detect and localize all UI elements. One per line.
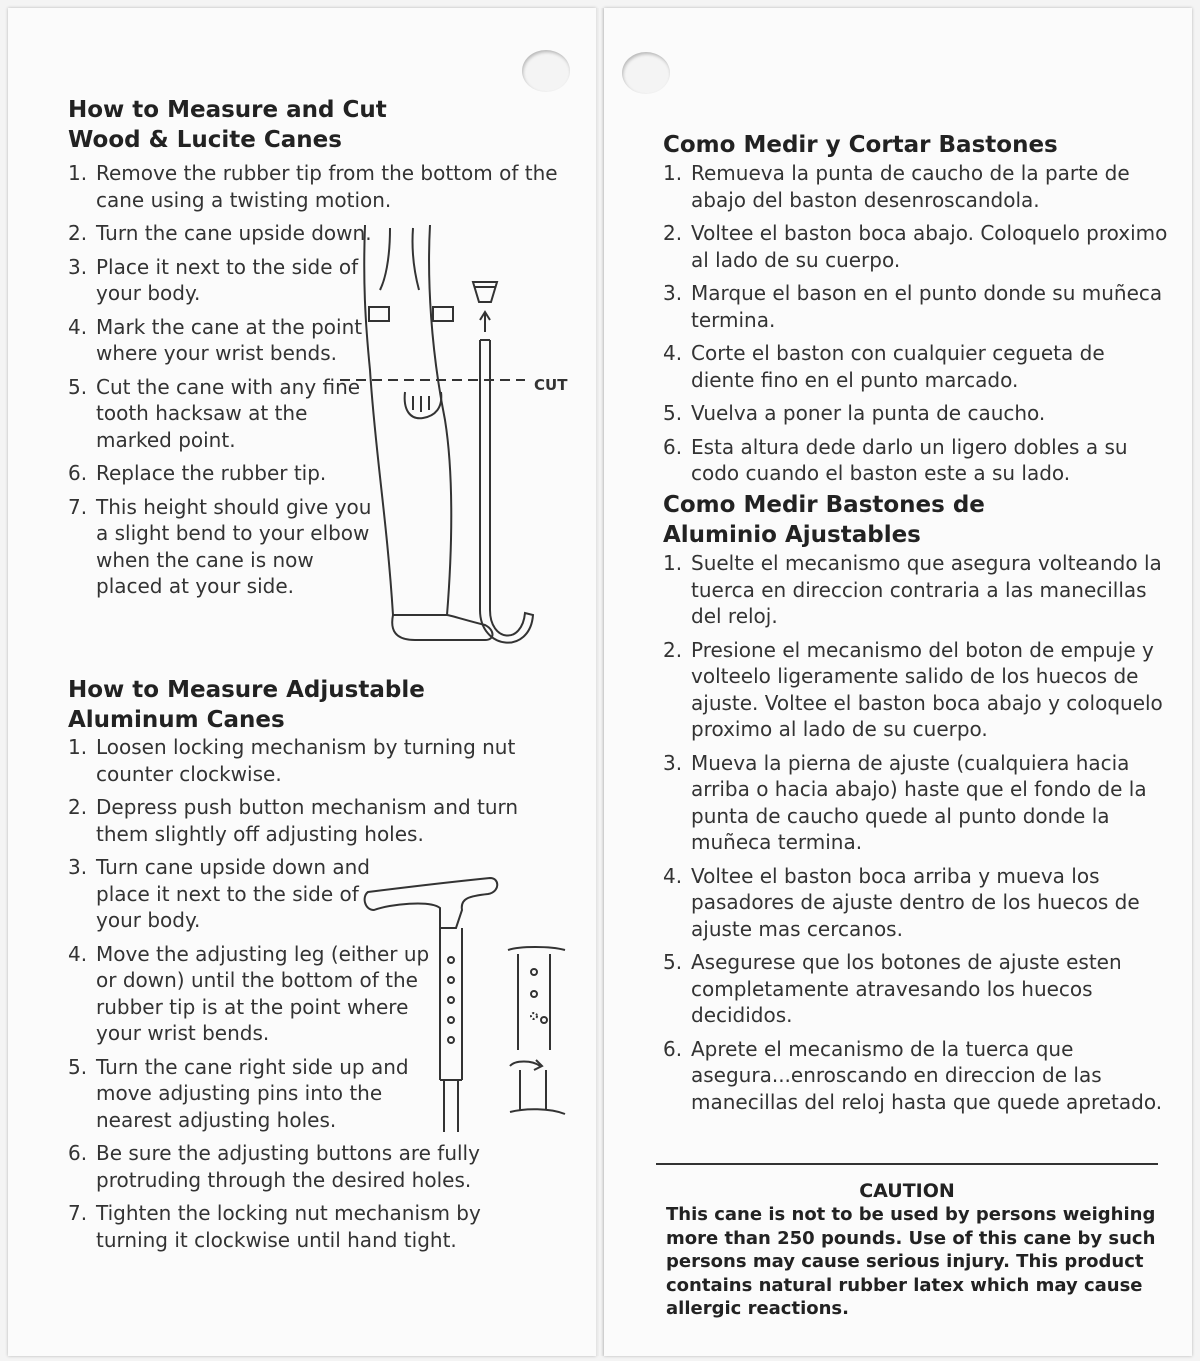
list-item: 7. This height should give you a slight bend to your elbow when the cane is now placed at your side. [68,494,372,598]
list-item: 4. Voltee el baston boca arriba y mueva los pasadores de ajuste dentro de los huecos de ajuste mas cercanos. [663,863,1140,941]
list-item: 2. Turn the cane upside down. [68,221,372,245]
list-item: 2. Presione el mecanismo del boton de empuje y volteelo ligeramente salido de los huecos de ajuste. Voltee el baston boca abajo y coloquelo proximo al lado de su cuerpo. [663,637,1163,741]
list-item: 1. Remove the rubber tip from the bottom of the cane using a twisting motion. [68,161,558,212]
list-item: 2. Voltee el baston boca abajo. Coloquelo proximo al lado de su cuerpo. [663,221,1168,272]
list-item: 5. Vuelva a poner la punta de caucho. [663,401,1046,425]
list-item: 1. Loosen locking mechanism by turning nut counter clockwise. [68,735,516,786]
list-item: 5. Asegurese que los botones de ajuste esten completamente atravesando los huecos decididos. [663,950,1122,1027]
list-item: 5. Cut the cane with any fine tooth hacksaw at the marked point. [68,374,361,452]
list-item: 1. Suelte el mecanismo que asegura volteando la tuerca en direccion contraria a las manecillas del reloj. [663,551,1162,628]
list-item: 5. Turn the cane right side up and move adjusting pins into the nearest adjusting holes. [68,1054,409,1132]
hang-hole-right [622,52,670,94]
list-item: 2. Depress push button mechanism and turn them slightly off adjusting holes. [68,795,519,846]
list-item: 1. Remueva la punta de caucho de la parte de abajo del baston desenroscandola. [663,161,1130,212]
list-item: 3. Place it next to the side of your body. [68,254,359,305]
spanish-aluminum-steps [663,550,1168,1122]
list-item: 7. Tighten the locking nut mechanism by turning it clockwise until hand tight. [68,1201,481,1252]
booklet-spine [596,8,604,1356]
list-item: 6. Aprete el mecanismo de la tuerca que asegura...enroscando en direccion de las manecillas del reloj hasta que quede apretado. [663,1036,1163,1114]
list-item: 3. Marque el bason en el punto donde su muñeca termina. [663,281,1163,332]
list-item: 4. Mark the cane at the point where your wrist bends. [68,314,363,365]
spanish-cut-steps [663,160,1168,494]
hang-hole-left [522,50,570,92]
wood-canes-heading: How to Measure and Cut Wood & Lucite Canes [68,97,387,153]
list-item: 4. Corte el baston con cualquier cegueta de diente fino en el punto marcado. [663,341,1105,392]
list-item: 4. Move the adjusting leg (either up or down) until the bottom of the rubber tip is at the point where your wrist bends. [68,941,430,1045]
list-item: 3. Mueva la pierna de ajuste (cualquiera hacia arriba o hacia abajo) haste que el fondo de la punta de caucho quede al punto donde la muñeca termina. [663,750,1147,854]
list-item: 6. Replace the rubber tip. [68,461,327,485]
adjustable-cane-illustration [360,870,580,1140]
cut-label: CUT [534,376,568,394]
caution-text: This cane is not to be used by persons weighing more than 250 pounds. Use of this cane by such persons may cause serious injury. This product contains natural rubber latex which may cause allergic reactions. [666,1204,1156,1319]
caution-divider [656,1163,1158,1165]
aluminum-canes-heading: How to Measure Adjustable Aluminum Canes [68,677,425,733]
spanish-cut-heading: Como Medir y Cortar Bastones [663,132,1058,158]
caution-title: CAUTION [859,1180,955,1202]
list-item: 6. Be sure the adjusting buttons are fully protruding through the desired holes. [68,1141,480,1192]
leg-cane-illustration [335,220,575,660]
list-item: 6. Esta altura dede darlo un ligero dobles a su codo cuando el baston este a su lado. [663,434,1128,485]
list-item: 3. Turn cane upside down and place it next to the side of your body. [68,855,371,932]
spanish-aluminum-heading: Como Medir Bastones de Aluminio Ajustables [663,492,985,548]
